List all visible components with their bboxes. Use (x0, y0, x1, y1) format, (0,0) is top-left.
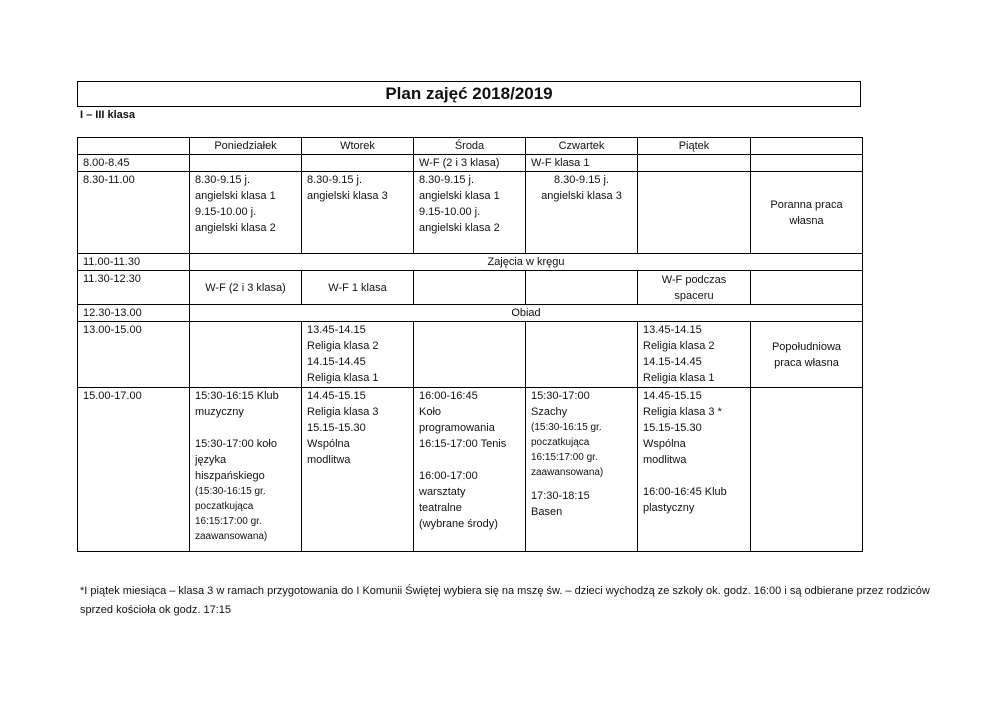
table-row (78, 271, 863, 305)
tuesday-cell: 13.45-14.15 Religia klasa 2 14.15-14.45 Religia klasa 1 (302, 322, 414, 388)
tuesday-cell: 8.30-9.15 j. angielski klasa 3 (302, 172, 414, 254)
afternoon-work-cell: Popołudniowa praca własna (751, 322, 863, 388)
wednesday-cell: W-F (2 i 3 klasa) (414, 155, 526, 172)
table-row (78, 172, 863, 254)
time-cell: 8.00-8.45 (78, 155, 190, 172)
thursday-chess: 15:30-17:00 Szachy (531, 390, 590, 418)
header-tuesday: Wtorek (302, 138, 414, 155)
monday-clubs: 15:30-16:15 Klub muzyczny 15:30-17:00 koło języka hiszpańskiego (195, 390, 279, 482)
header-monday: Poniedziałek (190, 138, 302, 155)
monday-cell: W-F (2 i 3 klasa) (190, 271, 302, 305)
table-row (78, 305, 863, 322)
header-extra (751, 138, 863, 155)
table-row (78, 155, 863, 172)
page-title: Plan zajęć 2018/2019 (77, 81, 861, 107)
time-cell: 11.00-11.30 (78, 254, 190, 271)
lunch-cell: Obiad (190, 305, 863, 322)
circle-time-cell: Zajęcia w kręgu (190, 254, 863, 271)
friday-cell: 13.45-14.15 Religia klasa 2 14.15-14.45 Religia klasa 1 (638, 322, 751, 388)
thursday-cell (526, 388, 638, 552)
table-row (78, 388, 863, 552)
time-cell: 8.30-11.00 (78, 172, 190, 254)
wednesday-cell: 8.30-9.15 j. angielski klasa 1 9.15-10.00 j. angielski klasa 2 (414, 172, 526, 254)
header-thursday: Czwartek (526, 138, 638, 155)
thursday-cell: W-F klasa 1 (526, 155, 638, 172)
header-friday: Piątek (638, 138, 751, 155)
thursday-groups: (15:30-16:15 gr. poczatkująca 16:15:17:00 gr. zaawansowana) (531, 422, 604, 478)
tuesday-cell: 14.45-15.15 Religia klasa 3 15.15-15.30 Wspólna modlitwa (302, 388, 414, 552)
friday-cell: W-F podczas spaceru (638, 271, 751, 305)
schedule-table (77, 137, 863, 552)
header-time (78, 138, 190, 155)
table-row (78, 322, 863, 388)
time-cell: 12.30-13.00 (78, 305, 190, 322)
header-row (78, 138, 863, 155)
tuesday-cell: W-F 1 klasa (302, 271, 414, 305)
time-cell: 13.00-15.00 (78, 322, 190, 388)
header-wednesday: Środa (414, 138, 526, 155)
friday-cell: 14.45-15.15 Religia klasa 3 * 15.15-15.30 Wspólna modlitwa 16:00-16:45 Klub plastyczny (638, 388, 751, 552)
monday-groups: (15:30-16:15 gr. poczatkująca 16:15:17:00 gr. zaawansowana) (195, 486, 268, 542)
monday-cell (190, 388, 302, 552)
morning-work-cell: Poranna praca własna (751, 172, 863, 254)
time-cell: 15.00-17.00 (78, 388, 190, 552)
thursday-cell: 8.30-9.15 j. angielski klasa 3 (526, 172, 638, 254)
thursday-pool: 17:30-18:15 Basen (531, 490, 590, 518)
time-cell: 11.30-12.30 (78, 271, 190, 305)
monday-cell: 8.30-9.15 j. angielski klasa 1 9.15-10.00 j. angielski klasa 2 (190, 172, 302, 254)
class-range-label: I – III klasa (80, 109, 136, 121)
table-row (78, 254, 863, 271)
footnote: *I piątek miesiąca – klasa 3 w ramach przygotowania do I Komunii Świętej wybiera się na mszę św. – dzieci wychodzą ze szkoły ok. godz. 16:00 i są odbierane przez rodziców sprzed kościoła ok godz. 17:15 (80, 585, 930, 616)
wednesday-cell: 16:00-16:45 Koło programowania 16:15-17:00 Tenis 16:00-17:00 warsztaty teatralne (wybrane środy) (414, 388, 526, 552)
